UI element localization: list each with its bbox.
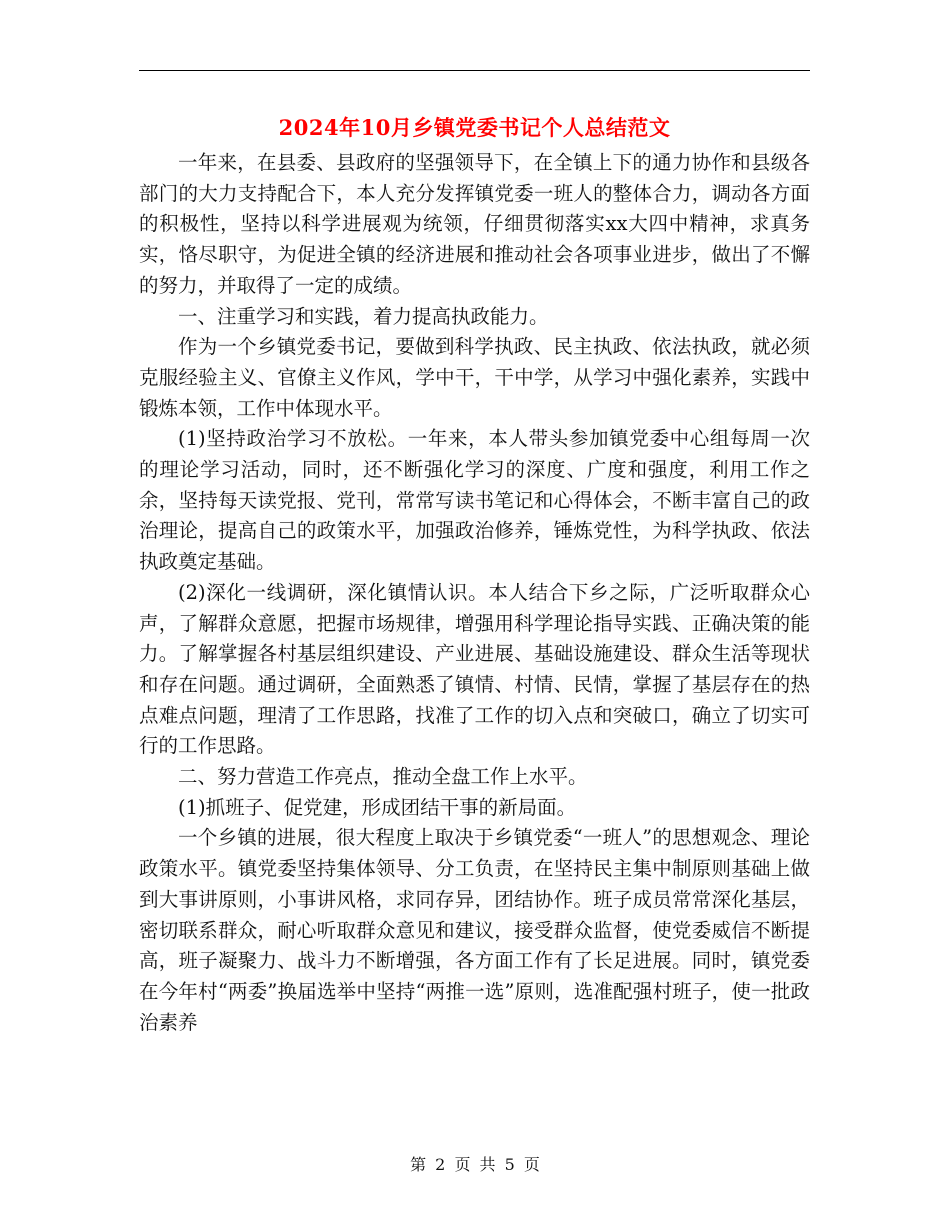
paragraph: 一年来，在县委、县政府的坚强领导下，在全镇上下的通力协作和县级各部门的大力支持配合下，本人充分发挥镇党委一班人的整体合力，调动各方面的积极性，坚持以科学进展观为统领，仔细贯彻落实xx大四中精神，求真务实，恪尽职守，为促进全镇的经济进展和推动社会各项事业进步，做出了不懈的努力，并取得了一定的成绩。 bbox=[139, 151, 810, 297]
header-rule bbox=[139, 70, 810, 71]
paragraph: (2)深化一线调研，深化镇情认识。本人结合下乡之际，广泛听取群众心声，了解群众意愿，把握市场规律，增强用科学理论指导实践、正确决策的能力。了解掌握各村基层组织建设、产业进展、基础设施建设、群众生活等现状和存在问题。通过调研，全面熟悉了镇情、村情、民情，掌握了基层存在的热点难点问题，理清了工作思路，找准了工作的切入点和突破口，确立了切实可行的工作思路。 bbox=[139, 580, 810, 758]
section-heading: 二、努力营造工作亮点，推动全盘工作上水平。 bbox=[178, 765, 588, 789]
document-title: 2024年10月乡镇党委书记个人总结范文 bbox=[278, 115, 671, 140]
page-footer: 第 2 页 共 5 页 bbox=[410, 1155, 540, 1174]
paragraph: (1)坚持政治学习不放松。一年来，本人带头参加镇党委中心组每周一次的理论学习活动，同时，还不断强化学习的深度、广度和强度，利用工作之余，坚持每天读党报、党刊，常常写读书笔记和心得体会，不断丰富自己的政治理论，提高自己的政策水平，加强政治修养，锤炼党性，为科学执政、依法执政奠定基础。 bbox=[139, 427, 810, 574]
section-heading: 一、注重学习和实践，着力提高执政能力。 bbox=[178, 304, 549, 328]
paragraph: 作为一个乡镇党委书记，要做到科学执政、民主执政、依法执政，就必须克服经验主义、官僚主义作风，学中干，干中学，从学习中强化素养，实践中锻炼本领，工作中体现水平。 bbox=[139, 335, 810, 420]
subsection-heading: (1)抓班子、促党建，形成团结干事的新局面。 bbox=[178, 795, 577, 819]
paragraph: 一个乡镇的进展，很大程度上取决于乡镇党委“一班人”的思想观念、理论政策水平。镇党委坚持集体领导、分工负责，在坚持民主集中制原则基础上做到大事讲原则，小事讲风格，求同存异，团结协作。班子成员常常深化基层，密切联系群众，耐心听取群众意见和建议，接受群众监督，使党委威信不断提高，班子凝聚力、战斗力不断增强，各方面工作有了长足进展。同时，镇党委在今年村“两委”换届选举中坚持“两推一选”原则，选准配强村班子，使一批政治素养 bbox=[139, 826, 810, 1034]
document-body bbox=[139, 148, 810, 1038]
